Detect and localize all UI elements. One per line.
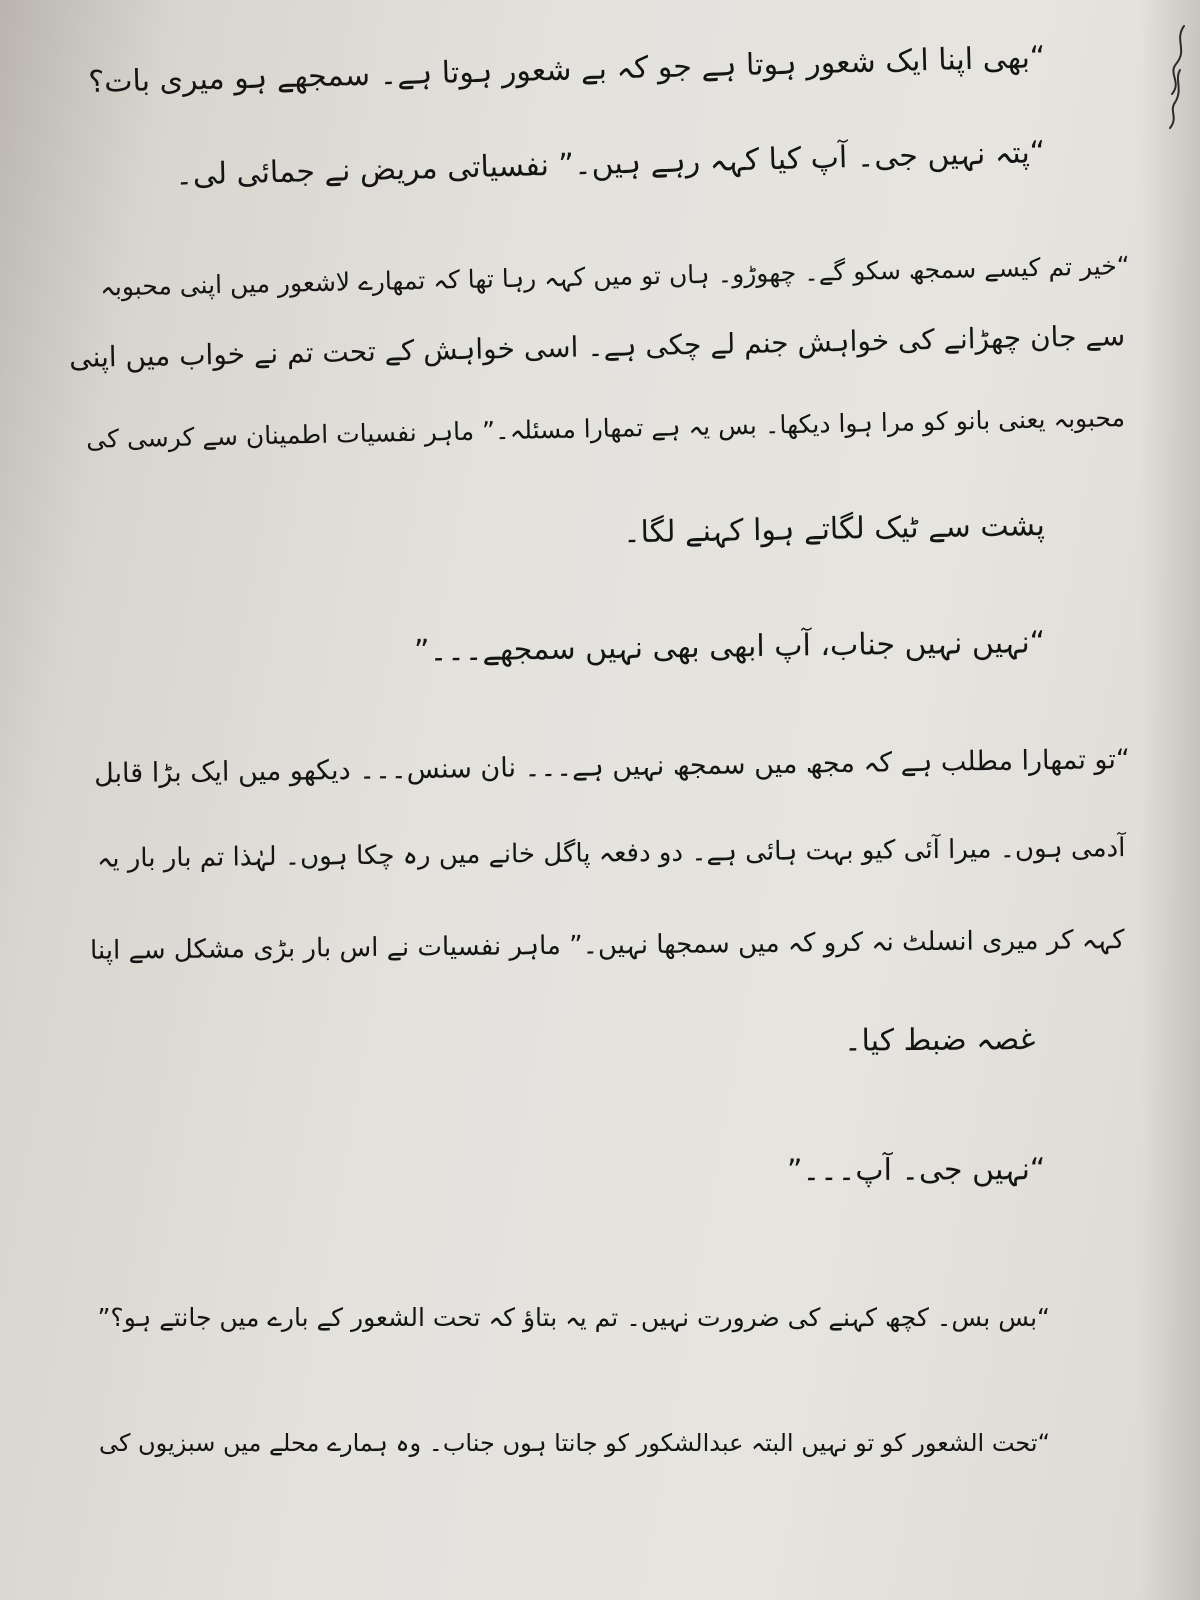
page-edge-shadow	[1140, 0, 1200, 1600]
text-line-3: “خیر تم کیسے سمجھ سکو گے۔ چھوڑو۔ ہاں تو میں کہہ رہا تھا کہ تمھارے لاشعور میں اپنی محبوبہ	[100, 251, 1131, 302]
text-line-2: “پتہ نہیں جی۔ آپ کیا کہہ رہے ہیں۔” نفسیاتی مریض نے جمائی لی۔	[174, 135, 1046, 193]
text-line-9: آدمی ہوں۔ میرا آئی کیو بہت ہائی ہے۔ دو دفعہ پاگل خانے میں رہ چکا ہوں۔ لہٰذا تم بار بار یہ	[96, 833, 1126, 874]
margin-pen-mark	[1144, 20, 1194, 140]
text-line-7: “نہیں نہیں جناب، آپ ابھی بھی نہیں سمجھے۔۔۔”	[413, 625, 1046, 669]
text-line-4: سے جان چھڑانے کی خواہش جنم لے چکی ہے۔ اسی خواہش کے تحت تم نے خواب میں اپنی	[68, 319, 1126, 375]
text-line-5: محبوبہ یعنی بانو کو مرا ہوا دیکھا۔ بس یہ ہے تمھارا مسئلہ۔” ماہر نفسیات اطمینان سے کرسی کی	[85, 403, 1126, 454]
text-line-10: کہہ کر میری انسلٹ نہ کرو کہ میں سمجھا نہیں۔” ماہر نفسیات نے اس بار بڑی مشکل سے اپنا	[90, 925, 1126, 966]
text-line-12: “نہیں جی۔ آپ۔۔۔”	[786, 1152, 1046, 1189]
text-line-11: غصہ ضبط کیا۔	[843, 1022, 1036, 1059]
text-line-8: “تو تمھارا مطلب ہے کہ مجھ میں سمجھ نہیں ہے۔۔۔ نان سنس۔۔۔ دیکھو میں ایک بڑا قابل	[94, 744, 1131, 790]
text-line-1: “بھی اپنا ایک شعور ہوتا ہے جو کہ بے شعور ہوتا ہے۔ سمجھے ہو میری بات؟	[87, 40, 1046, 101]
text-line-14: “تحت الشعور کو تو نہیں البتہ عبدالشکور کو جانتا ہوں جناب۔ وہ ہمارے محلے میں سبزیوں کی	[98, 1429, 1050, 1457]
text-line-13: “بس بس۔ کچھ کہنے کی ضرورت نہیں۔ تم یہ بتاؤ کہ تحت الشعور کے بارے میں جانتے ہو؟”	[97, 1303, 1050, 1332]
text-line-6: پشت سے ٹیک لگاتے ہوا کہنے لگا۔	[622, 508, 1046, 551]
